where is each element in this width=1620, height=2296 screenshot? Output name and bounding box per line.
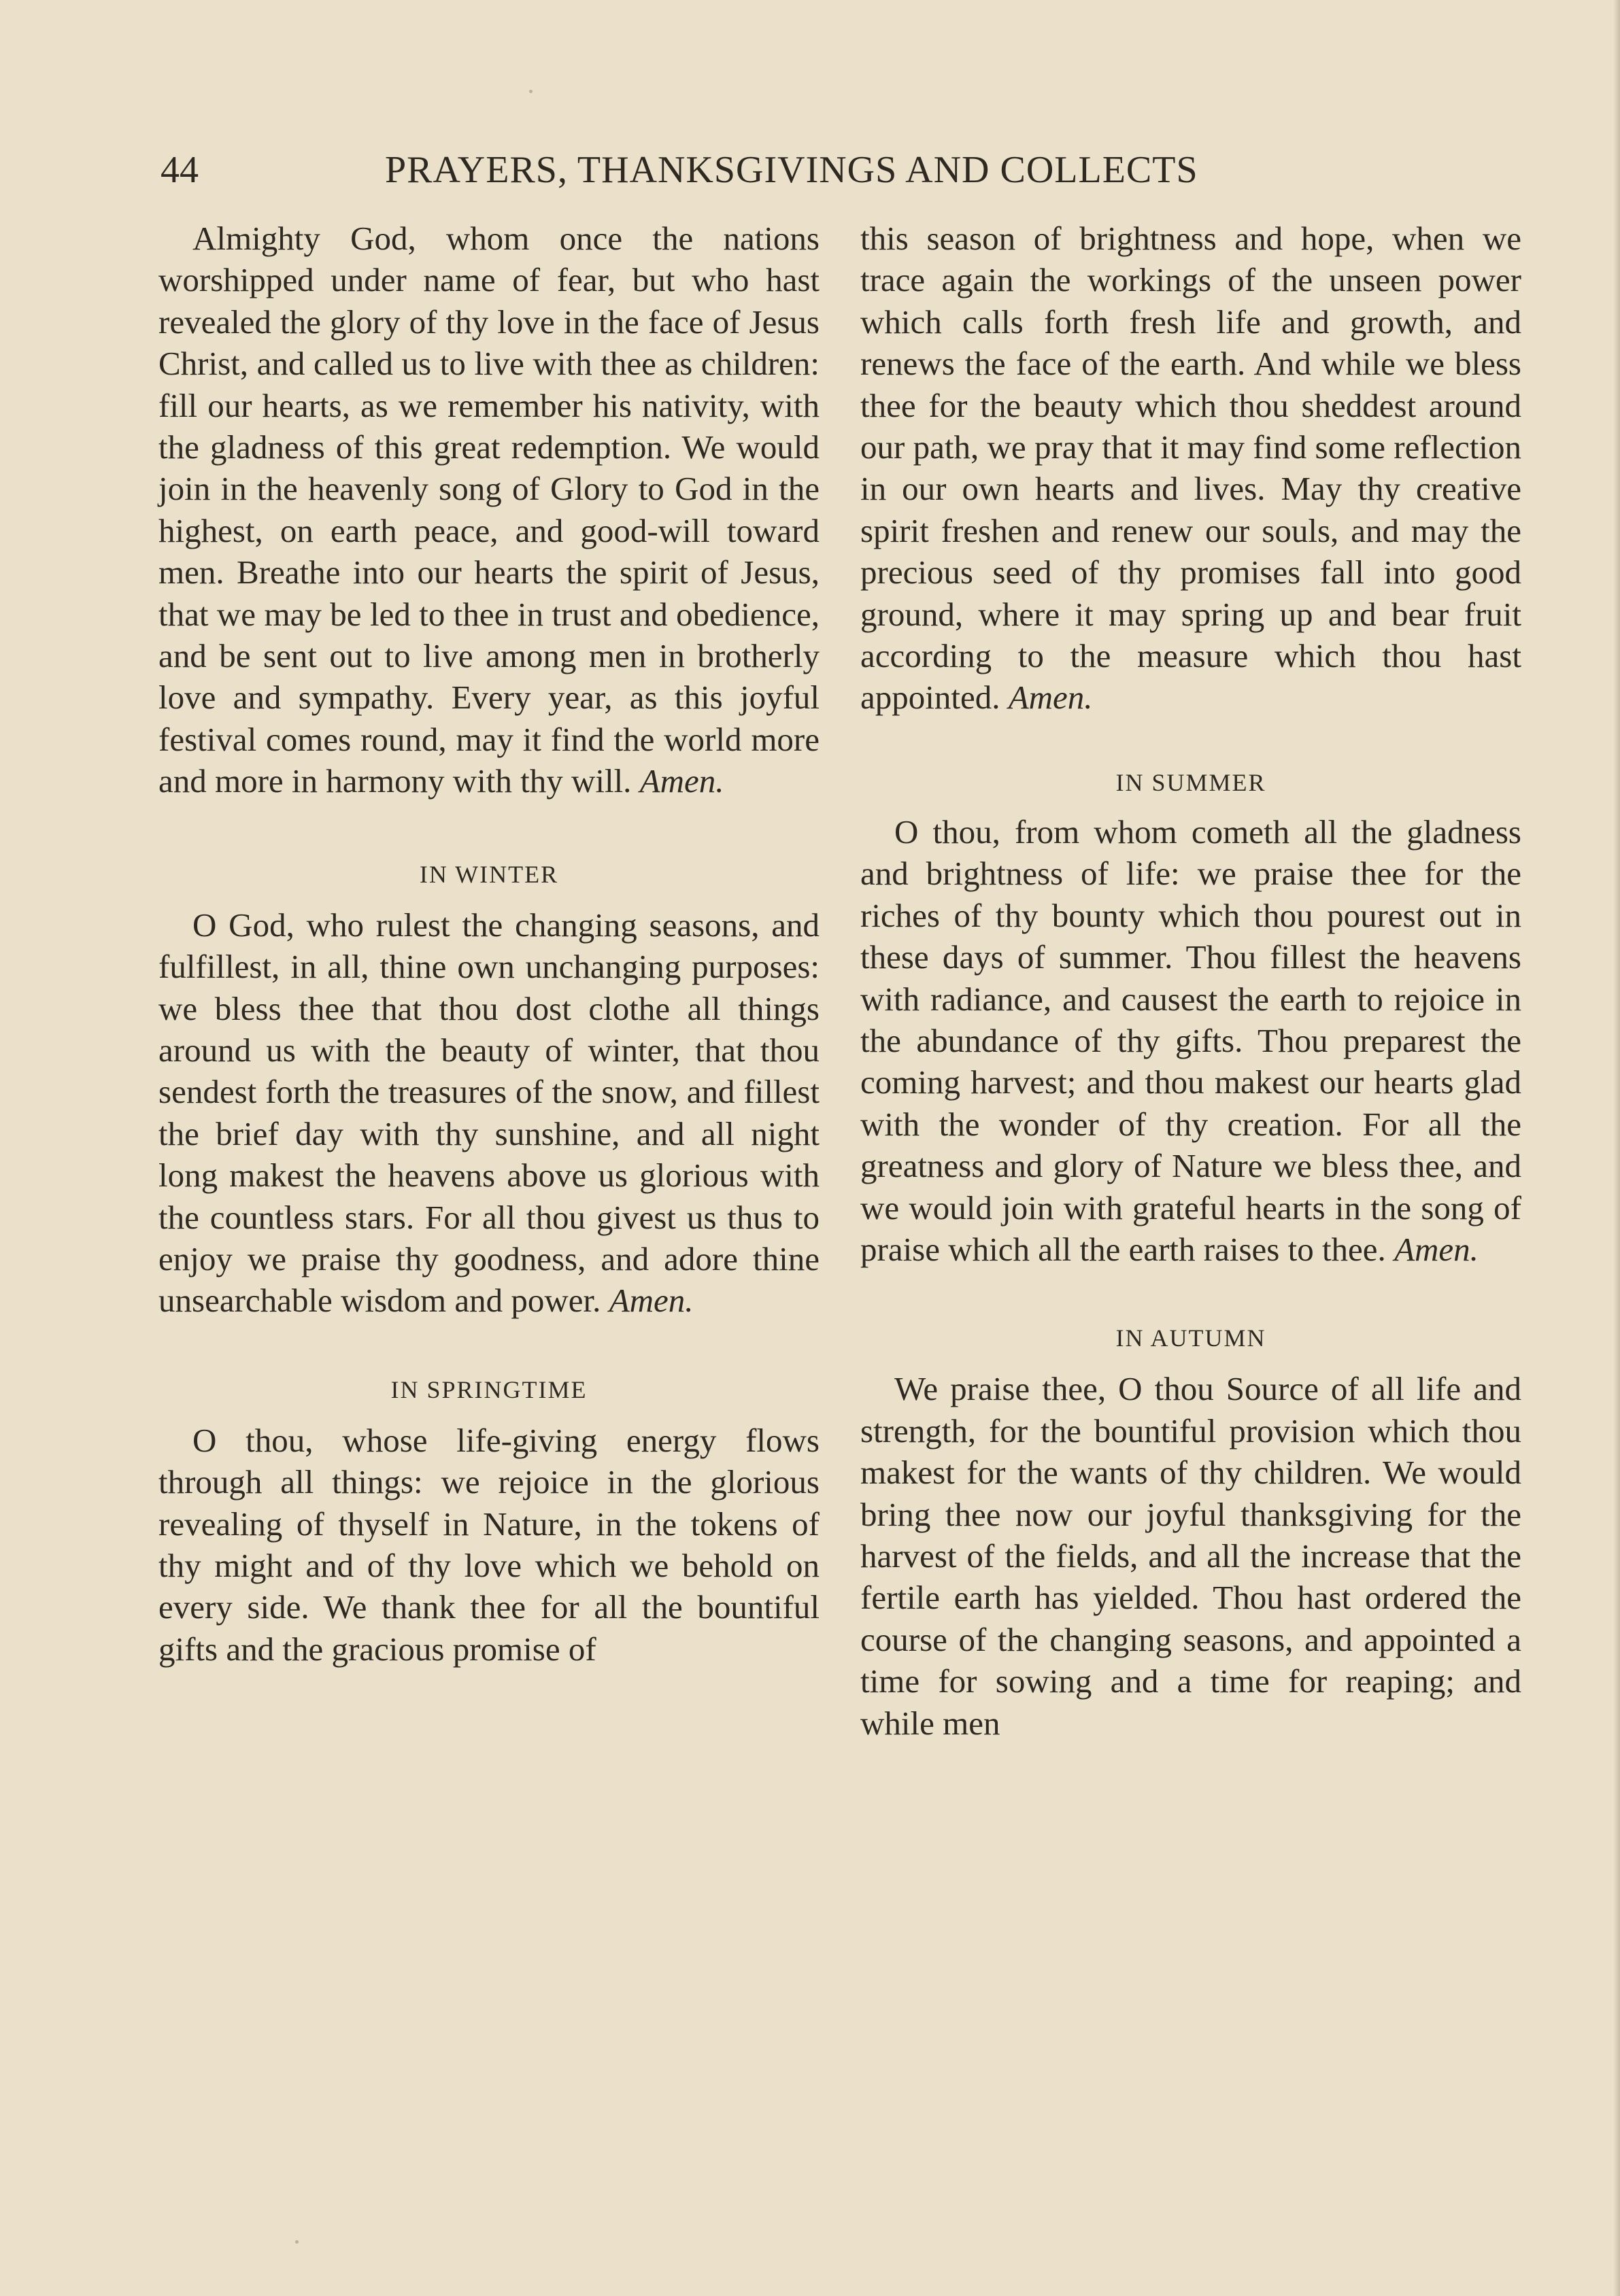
section-heading-autumn: IN AUTUMN bbox=[1115, 1324, 1266, 1352]
section-heading-winter: IN WINTER bbox=[419, 860, 559, 888]
springtime-prayer-end bbox=[860, 218, 1521, 719]
amen: Amen. bbox=[639, 762, 724, 800]
christmas-prayer bbox=[158, 218, 820, 802]
springtime-prayer-text: this season of brightness and hope, when we trace again the workings of the unseen power which calls forth fresh life and growth, and renews the face of the earth. And while we bless thee for the beauty which thou sheddest around our path, we pray that it may find some reflection in our own hearts and lives. May thy creative spirit freshen and renew our souls, and may the precious seed of thy promises fall into good ground, where it may spring up and bear fruit according to the measure which thou hast appointed. bbox=[860, 220, 1521, 717]
left-column bbox=[158, 218, 820, 1670]
page-header bbox=[161, 143, 1303, 197]
winter-prayer-text: O God, who rulest the changing seasons, and fulfillest, in all, thine own unchanging purposes: we bless thee that thou dost clothe all things around us with the beauty of winter, that thou sendest forth the treasures of the snow, and fillest the brief day with thy sunshine, and all night long makest the heavens above us glorious with the countless stars. For all thou givest us thus to enjoy we praise thy goodness, and adore thine unsearchable wisdom and power. bbox=[158, 906, 820, 1320]
springtime-prayer-start: O thou, whose life-giving energy flows through all things: we rejoice in the glorious revealing of thyself in Nature, in the tokens of thy might and of thy love which we behold on every side. We thank thee for all the bountiful gifts and the gracious promise of bbox=[158, 1421, 820, 1668]
section-heading-springtime: IN SPRINGTIME bbox=[390, 1375, 588, 1403]
summer-prayer-text: O thou, from whom cometh all the gladness and brightness of life: we praise thee for the riches of thy bounty which thou pourest out in these days of summer. Thou fillest the heavens with radiance, and causest the earth to rejoice in the abundance of thy gifts. Thou preparest the coming harvest; and thou makest our hearts glad with the wonder of thy creation. For all the greatness and glory of Nature we bless thee, and we would join with grateful hearts in the song of praise which all the earth raises to thee. bbox=[860, 812, 1521, 1268]
amen: Amen. bbox=[1008, 679, 1093, 717]
amen: Amen. bbox=[1394, 1230, 1479, 1268]
paper-speck bbox=[529, 90, 533, 93]
section-heading-summer: IN SUMMER bbox=[1115, 768, 1266, 796]
running-title: PRAYERS, THANKSGIVINGS AND COLLECTS bbox=[385, 149, 1198, 191]
summer-prayer bbox=[860, 811, 1521, 1270]
page-edge-shadow bbox=[1613, 0, 1620, 2296]
christmas-prayer-text: Almighty God, whom once the nations worshipped under name of fear, but who hast revealed the glory of thy love in the face of Jesus Christ, and called us to live with thee as children: fill our hearts, as we remember his nativity, with the gladness of this great redemption. We would join in the heavenly song of Glory to God in the highest, on earth peace, and good-will toward men. Breathe into our hearts the spirit of Jesus, that we may be led to thee in trust and obedience, and be sent out to live among men in brotherly love and sympathy. Every year, as this joyful festival comes round, may it find the world more and more in harmony with thy will. bbox=[158, 220, 820, 800]
paper-speck bbox=[295, 2240, 299, 2244]
winter-prayer bbox=[158, 904, 820, 1322]
amen: Amen. bbox=[609, 1282, 694, 1320]
right-column bbox=[860, 218, 1521, 1744]
autumn-prayer-start: We praise thee, O thou Source of all life and strength, for the bountiful provision which thou makest for the wants of thy children. We would bring thee now our joyful thanksgiving for the harvest of the fields, and all the increase that the fertile earth has yielded. Thou hast ordered the course of the changing seasons, and appointed a time for sowing and a time for reaping; and while men bbox=[860, 1370, 1521, 1742]
page-number: 44 bbox=[161, 149, 199, 191]
